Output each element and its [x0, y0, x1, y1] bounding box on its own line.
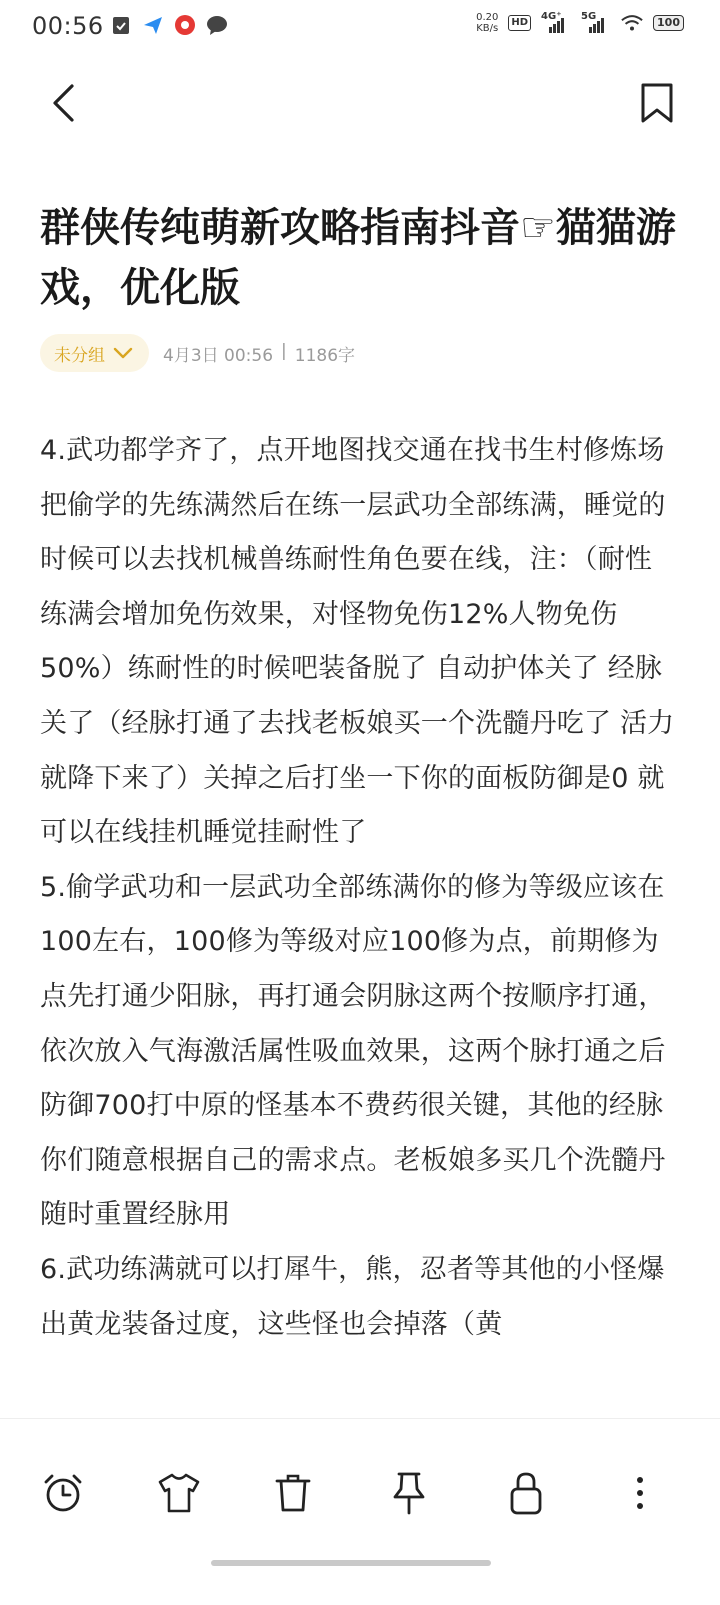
bookmark-button[interactable] — [634, 80, 680, 126]
hd-voice-badge: HD — [508, 15, 531, 31]
clipboard-check-icon — [110, 14, 132, 36]
lock-icon — [508, 1470, 544, 1516]
back-button[interactable] — [40, 80, 86, 126]
paragraph: 6.武功练满就可以打犀牛，熊，忍者等其他的小怪爆出黄龙装备过度，这些怪也会掉落（黄 — [40, 1253, 665, 1340]
pin-icon — [389, 1471, 429, 1515]
home-indicator[interactable] — [211, 1560, 491, 1566]
more-button[interactable] — [616, 1469, 664, 1517]
chat-bubble-icon — [206, 14, 228, 36]
signal-sim2-icon: 5G — [581, 13, 611, 33]
battery-indicator: 100 — [653, 15, 684, 31]
bottom-toolbar — [0, 1418, 720, 1569]
paragraph: 5.偷学武功和一层武功全部练满你的修为等级应该在100左右，100修为等级对应100修为点，前期修为点先打通少阳脉，再打通会阴脉这两个按顺序打通，依次放入气海激活属性吸血效果，这两个脉打通之后防御700打中原的怪基本不费药很关键，其他的经脉你们随意根据自己的需求点。老板娘多买几个洗髓丹随时重置经脉用 — [40, 871, 666, 1231]
note-meta — [40, 333, 355, 373]
trash-icon — [273, 1472, 313, 1514]
status-time: 00:56 — [32, 12, 104, 40]
note-title[interactable]: 群侠传纯萌新攻略指南抖音☞猫猫游戏，优化版 — [40, 205, 676, 311]
bookmark-icon — [640, 82, 674, 124]
paragraph: 练满会增加免伤效果，对怪物免伤12%人物免伤50%）练耐性的时候吧装备脱了 自动护体关了 经脉关了（经脉打通了去找老板娘买一个洗髓丹吃了 活力就降下来了）关掉之后打坐一下你的面板防御是0 就可以在线挂机睡觉挂耐性了 — [40, 598, 675, 849]
theme-button[interactable] — [155, 1469, 203, 1517]
send-app-icon — [142, 14, 164, 36]
system-status-icons — [476, 12, 684, 34]
chevron-left-icon — [50, 83, 76, 123]
group-label: 未分组 — [54, 345, 105, 366]
shirt-icon — [156, 1472, 202, 1514]
group-selector[interactable] — [40, 334, 149, 372]
reminder-button[interactable] — [39, 1469, 87, 1517]
video-app-icon — [174, 14, 196, 36]
chevron-down-icon — [113, 347, 133, 359]
lock-button[interactable] — [502, 1469, 550, 1517]
note-body[interactable] — [40, 424, 680, 1424]
paragraph: 4.武功都学齐了，点开地图找交通在找书生村修炼场把偷学的先练满然后在练一层武功全部练满，睡觉的时候可以去找机械兽练耐性角色要在线，注：（耐性 — [40, 435, 666, 576]
signal-sim1-icon: 4G⁺ — [541, 13, 571, 33]
notification-icons — [110, 14, 228, 36]
delete-button[interactable] — [269, 1469, 317, 1517]
note-date: 4月3日 00:56 — [163, 345, 274, 366]
note-info — [163, 341, 355, 366]
pin-button[interactable] — [385, 1469, 433, 1517]
status-bar — [0, 0, 720, 56]
more-vertical-icon — [634, 1475, 646, 1511]
word-count: 1186字 — [294, 345, 356, 366]
meta-separator: | — [281, 340, 287, 361]
wifi-icon — [621, 12, 643, 34]
alarm-clock-icon — [41, 1471, 85, 1515]
network-speed: 0.20 KB/s — [476, 12, 499, 34]
